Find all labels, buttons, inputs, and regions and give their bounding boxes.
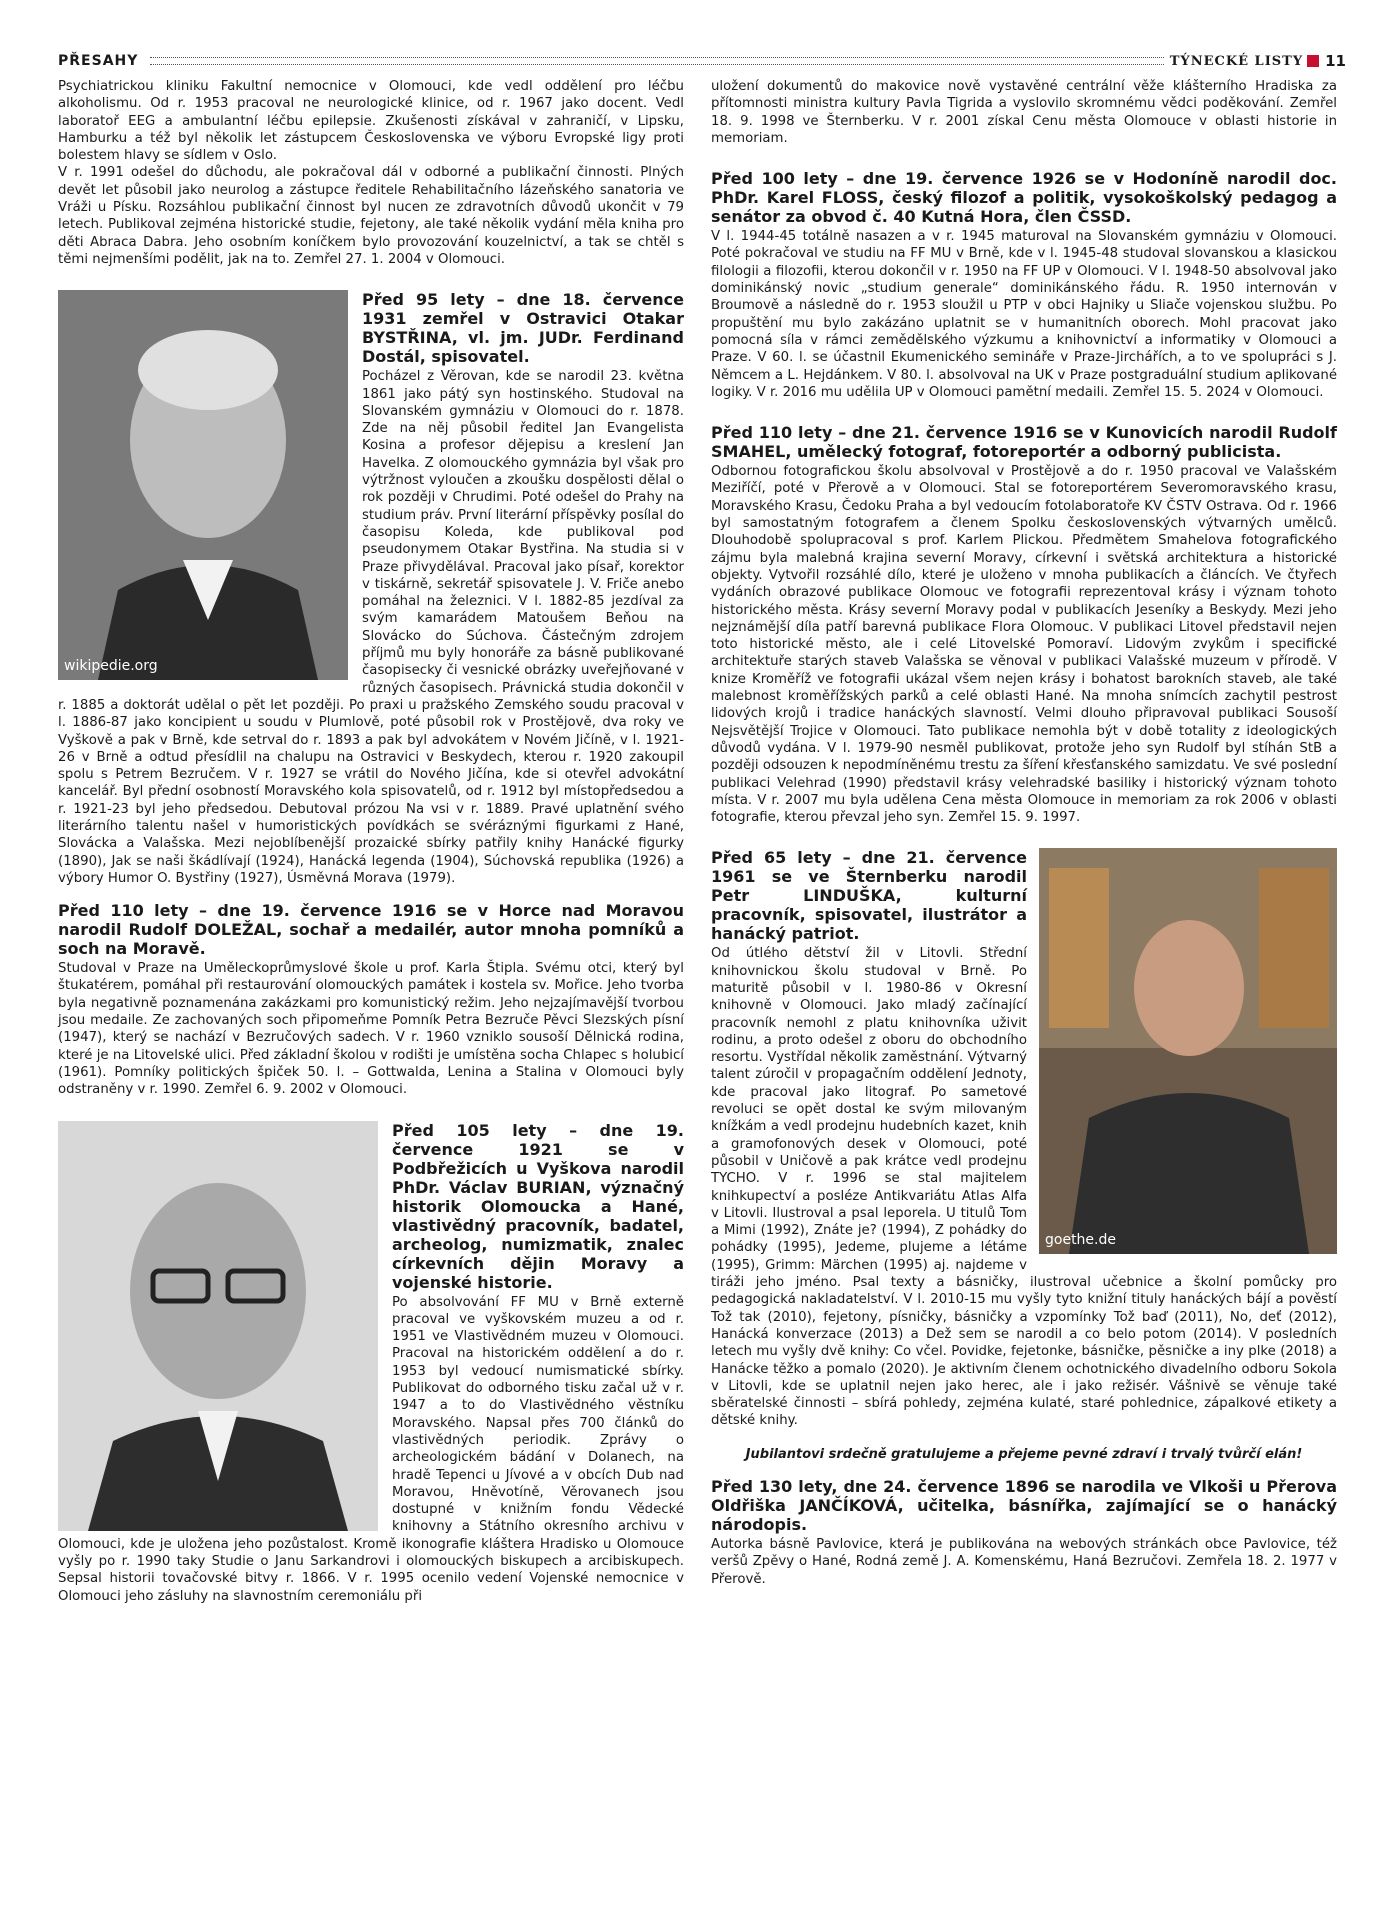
floss-text: V l. 1944-45 totálně nasazen a v r. 1945 maturoval na Slovanském gymnáziu v Olomouci. Poté pokračoval ve studiu na FF MU v Brně, kde v l. 1945-48 studoval slovanskou a klasickou filologii a filozofii, kterou dokončil v r. 1950 na FF UP v Olomouci. V l. 1948-50 absolvoval jako dominikánský novic „studium generale“ dominikánského řádu. R. 1950 internován v Broumově a následně do r. 1953 sloužil u PTP v obci Hajniky u Sliače vojenskou službu. Po propuštění mu bylo zakázáno uplatnit se v humanitních oborech. Mohl pracovat jako pomocná síla v rámci zemědělského výzkumu a knihovnictví a informatiky v Olomouci a Praze. V 60. l. se účastnil Ekumenického semináře v Praze-Jirchářích, a to ve spolupráci s J. Němcem a L. Hejdánkem. V 80. l. absolvoval na UK v Praze postgraduální studium aplikované logiky. V r. 2016 mu udělila UP v Olomouci pamětní medaili. Zemřel 15. 5. 2024 v Olomouci.	[711, 229, 1337, 400]
portrait-image	[1039, 848, 1337, 1254]
linduska-photo	[1039, 848, 1337, 1254]
portrait-image	[58, 1121, 378, 1531]
jancikova-text: Autorka básně Pavlovice, která je publikována na webových stránkách obce Pavlovice, též veršů Zpěvy o Hané, Rodná země J. A. Komenskému, Haná Bezručovi. Zemřela 18. 2. 1977 v Přerově.	[711, 1537, 1337, 1587]
dolezal-heading: Před 110 lety – dne 19. července 1916 se v Horce nad Moravou narodil Rudolf DOLEŽAL, sochař a medailér, autor mnoha pomníků a soch na Moravě.	[58, 901, 684, 959]
linduska-heading: Před 65 lety – dne 21. července 1961 se ve Šternberku narodil Petr LINDUŠKA, kulturní pracovník, spisovatel, ilustrátor a hanácký patriot.	[711, 848, 1027, 944]
photo-credit: wikipedie.org	[64, 657, 158, 674]
intro-paragraph-2: V r. 1991 odešel do důchodu, ale pokračoval dál v odborné a publikační činnosti. Plných devět let působil jako neurolog a zástupce ředitele Rehabilitačního lázeňského sanatoria ve Vráži u Písku. Rozsáhlou publikační činnost byl nucen ze zdravotních důvodů ukončit v 79 letech. Publikoval zejména historické studie, fejetony, ale také několik vydání měla kniha pro děti Abraca Dabra. Jeho osobním koníčkem bylo provozování kouzelnictví, a tak se chtěl s těmi nejmenšími podělit, jak na to. Zemřel 27. 1. 2004 v Olomouci.	[58, 165, 684, 267]
right-column	[711, 78, 1337, 1588]
burian-heading: Před 105 lety – dne 19. července 1921 se v Podbřežicích u Vyškova narodil PhDr. Václav BURIAN, význačný historik Olomoucka a Hané, vlastivědný pracovník, badatel, archeolog, numizmatik, znalec církevních dějin Moravy a vojenské historie.	[392, 1120, 684, 1292]
section-title: PŘESAHY	[58, 53, 139, 69]
smahel-text: Odbornou fotografickou školu absolvoval v Prostějově a do r. 1950 pracoval ve Valašském Meziříčí, poté v Přerově a v Olomouci. Stal se fotoreportérem Severomoravského krasu, Moravského Krasu, Čedoku Praha a byl vedoucím fotolaboratoře KV ČSTV Ostrava. Od r. 1966 byl samostatným fotografem a členem Spolku československých výtvarných umělců. Dlouhodobě spolupracoval s prof. Karlem Plickou. Předmětem Smahelova fotografického zájmu byla malebná krajina severní Moravy, církevní i světská architektura a historické objekty. Vytvořil rozsáhlé dílo, které je uloženo v mnoha publikacích a článcích. Ve čtyřech vydáních obrazové publikace Olomouc ve fotografii reprezentoval krásy i význam tohoto historického města. Krásy severní Moravy podal v publikacích Jeseníky a Beskydy. Mezi jeho nejznámější díla patří barevná publikace Flora Olomouc. V publikaci Litovel představil nejen toto historické město, ale i celé Litovelské Pomoraví. Lidovým zvykům i specifické architektuře starých staveb Valašska se věnoval v publikaci Valašské muzeum v přírodě. V knize Kroměříž ve fotografii ukázal všem nejen krásy i bohatost barokních staveb, ale také malebnost kroměřížských parků a celé oblasti Hané. Na mnoha snímcích zachytil pestrost lidových krojů i tradice hanáckých slavností. Velmi dlouho připravoval publikaci Sousoší Nejsvětější Trojice v Olomouci. Tato publikace nemohla být v době totality z ideologických důvodů vydána. V l. 1979-90 nesměl publikovat, protože jeho syn Rudolf byl stíhán StB a později odsouzen k nepodmíněnému trestu za šíření křesťanského samizdatu. Ve své poslední publikaci Velehrad (1990) představil krásy velehradské basiliky i historický význam tohoto místa. V r. 2007 mu byla udělena Cena města Olomouce in memoriam za rok 2006 v oblasti fotografie, kterou převzal jeho syn. Zemřel 15. 9. 1997.	[711, 464, 1337, 826]
page-number: 11	[1325, 52, 1346, 70]
bystrina-photo	[58, 290, 348, 680]
smahel-heading: Před 110 lety – dne 21. července 1916 se v Kunovicích narodil Rudolf SMAHEL, umělecký fotograf, fotoreportér a odborný publicista.	[711, 423, 1337, 462]
jancikova-heading: Před 130 lety, dne 24. července 1896 se narodila ve Vlkoši u Přerova Oldřiška JANČÍKOVÁ, učitelka, básnířka, zajímající se o hanácký národopis.	[711, 1477, 1337, 1534]
bystrina-heading: Před 95 lety – dne 18. července 1931 zemřel v Ostravici Otakar BYSTŘINA, vl. jm. JUDr. Ferdinand Dostál, spisovatel.	[362, 290, 684, 367]
dolezal-text: Studoval v Praze na Uměleckoprůmyslové škole u prof. Karla Štipla. Svému otci, který byl štukatérem, pomáhal při restaurování olomouckých památek i kostela sv. Mořice. Jeho tvorba byla negativně poznamenána zakázkami pro komunistický režim. Jeho nejzajímavější tvorbou jsou medaile. Ze zachovaných soch připomeňme Pomník Petra Bezruče Pěvci Slezských písní (1947), který se nachází v Bezručových sadech. V r. 1960 vzniklo sousoší Dělnická rodina, které je na Litovelské ulici. Před základní školou v rodišti je umístěna socha Chlapec s holubicí (1961). Pomníky politických špiček 50. l. – Gottwalda, Lenina a Stalina v Olomouci byly odstraněny v r. 1990. Zemřel 6. 9. 2002 v Olomouci.	[58, 961, 684, 1098]
burian-photo	[58, 1121, 378, 1531]
header-rule	[150, 57, 1163, 65]
left-column	[58, 78, 684, 1605]
burian-text: Po absolvování FF MU v Brně externě pracoval ve vyškovském muzeu a od r. 1951 ve Vlastivědném muzeu v Olomouci. Pracoval na historickém oddělení a do r. 1953 byl vedoucí numismatické sbírky. Publikovat do odborného tisku začal už v r. 1947 a to do Vlastivědného věstníku Moravského. Napsal přes 700 článků do vlastivědných periodik. Zprávy o archeologickém bádání v Dolanech, na hradě Tepenci u Jívové a v obcích Dub nad Moravou, Hněvotíně, Věrovanech jsou dostupné v knižním fondu Vědecké knihovny a Státního okresního archivu v Olomouci, kde je uložena jeho pozůstalost. Kromě ikonografie kláštera Hradisko u Olomouce vyšly po r. 1990 taky Studie o Janu Sarkandrovi i olomouckých biskupech a arcibiskupech. Sepsal historii tovačovské bitvy r. 1866. V r. 1995 ocenilo vedení Vojenské nemocnice v Olomouci jeho zásluhy na slavnostním ceremoniálu při	[58, 1294, 684, 1604]
intro-paragraph-1: Psychiatrickou kliniku Fakultní nemocnice v Olomouci, kde vedl oddělení pro léčbu alkoholismu. Od r. 1953 pracoval ne neurologické klinice, od r. 1967 jako docent. Vedl laboratoř EEG a ambulantní léčbu epilepsie. Zkušenosti získával v zahraničí, v Lipsku, Hamburku a též byl několik let zástupcem Československa ve výboru Evropské ligy proti bolestem hlavy se sídlem v Oslo.	[58, 79, 684, 164]
masthead: TÝNECKÉ LISTY	[1169, 53, 1304, 69]
closing-greeting: Jubilantovi srdečně gratulujeme a přejeme pevné zdraví i trvalý tvůrčí elán!	[745, 1446, 1303, 1462]
burian-continuation: uložení dokumentů do makovice nově vystavěné centrální věže klášterního Hradiska za přítomnosti ministra kultury Pavla Tigrida a vyslovilo skromnému vědci poděkování. Zemřel 18. 9. 1998 ve Šternberku. V r. 2001 získal Cenu města Olomouce v oblasti historie in memoriam.	[711, 79, 1337, 146]
page-header	[58, 50, 1346, 72]
photo-credit: goethe.de	[1045, 1232, 1116, 1249]
floss-heading: Před 100 lety – dne 19. července 1926 se v Hodoníně narodil doc. PhDr. Karel FLOSS, český filozof a politik, vysokoškolský pedagog a senátor za obvod č. 40 Kutná Hora, člen ČSSD.	[711, 169, 1337, 227]
portrait-image	[58, 290, 348, 680]
bystrina-text: Pocházel z Věrovan, kde se narodil 23. května 1861 jako pátý syn hostinského. Studoval na Slovanském gymnáziu v Olomouci do r. 1878. Zde na něj působil ředitel Jan Evangelista Kosina a profesor dějepisu a kreslení Jan Havelka. Z olomouckého gymnázia byl však pro výtržnost vyloučen a zkoušku dospělosti dělal o rok později v Chrudimi. Poté odešel do Prahy na studium práv. První literární příspěvky posílal do časopisu Koleda, kde publikoval pod pseudonymem Otakar Bystřina. Na studia si v Praze přivydělával. Pracoval jako písař, korektor v tiskárně, sekretář spisovatele J. V. Friče anebo pomáhal na železnici. V l. 1882-85 jezdíval za svým kamarádem Matoušem Beňou na Slovácko do Súchova. Částečným zdrojem příjmů mu byly honoráře za básně publikované časopisecky či vesnické obrázky uveřejňované v různých časopisech. Právnická studia dokončil v r. 1885 a doktorát udělal o pět let později. Po praxi u pražského Zemského soudu pracoval v l. 1886-87 jako koncipient u soudu v Plumlově, poté působil rok v Prostějově, dva roky ve Vyškově a pak v Brně, kde setrval do r. 1893 a pak byl advokátem v Novém Jičíně, v l. 1921-26 v Brně a odtud přesídlil na chalupu na Ostravici v Beskydech, kterou r. 1920 zakoupil spolu s Petrem Bezručem. V r. 1927 se vrátil do Nového Jičína, kde si otevřel advokátní kancelář. Byl přední osobností Moravského kola spisovatelů, od r. 1912 byl místopředsedou a r. 1921-23 byl jeho předsedou. Debutoval prózou Na vsi v r. 1889. Pravé uplatnění svého literárního talentu našel v humoristických povídkách se svéráznými figurkami z Hané, Slovácka a Valašska. Mezi nejoblíbenější prozaické sbírky patřily knihy Hanácké figurky (1890), Jak se naši škádlívají (1924), Hanácká legenda (1904), Súchovská republika (1926) a výbory Humor O. Bystřiny (1927), Úsměvná Morava (1979).	[58, 369, 684, 886]
linduska-text: Od útlého dětství žil v Litovli. Střední knihovnickou školu studoval v Brně. Po maturitě působil v l. 1980-86 v Okresní knihovně v Olomouci. Jako mladý začínající pracovník nemohl z platu knihovníka uživit rodinu, a proto odešel z oboru do obchodního resortu. Vystřídal několik zaměstnání. Výtvarný talent zúročil v propagačním oddělení Jednoty, kde pracoval jako litograf. Po sametové revoluci se opět dostal ke svým milovaným knížkám a vedl prodejnu hudebních kazet, knih a gramofonových desek v Olomouci, poté působil v Uničově a pak krátce vedl prodejnu TYCHO. V r. 1996 se stal majitelem knihkupectví a posléze Antikvariátu Atlas Alfa v Litovli. Ilustroval a psal leporela. U titulů Tom a Mimi (1992), Znáte je? (1994), Z pohádky do pohádky (1995), Jedeme, plujeme a létáme (1995), Grimm: Märchen (1995) aj. najdeme v tiráži jeho jméno. Psal texty a básničky, ilustroval učebnice a školní pomůcky pro pedagogická nakladatelství. V l. 2010-15 mu vyšly tyto knižní tituly hanáckých bájí a pověstí Tož tak (2010), fejetony, písničky, básničky a vzpomínky Tož baď (2011), No, deť (2012), Hanácká konverzace (2013) a Dež sem se narodil a co belo potom (2014). V posledních letech mu vyšly dvě knihy: Co včel. Povidke, fejetonke, básničke, pěsničke a iny plke (2018) a Hanácke těžko a pomalo (2020). Je aktivním členem ochotnického divadelního odboru Sokola v Litovli, kde se uplatnil nejen jako herec, ale i jako režisér. Vášnivě se věnuje také sběratelské činnosti – sbírá pohledy, zejména kulaté, staré pohlednice, zápalkové etikety a dětské knihy.	[711, 946, 1337, 1429]
masthead-logo-icon	[1307, 55, 1319, 67]
